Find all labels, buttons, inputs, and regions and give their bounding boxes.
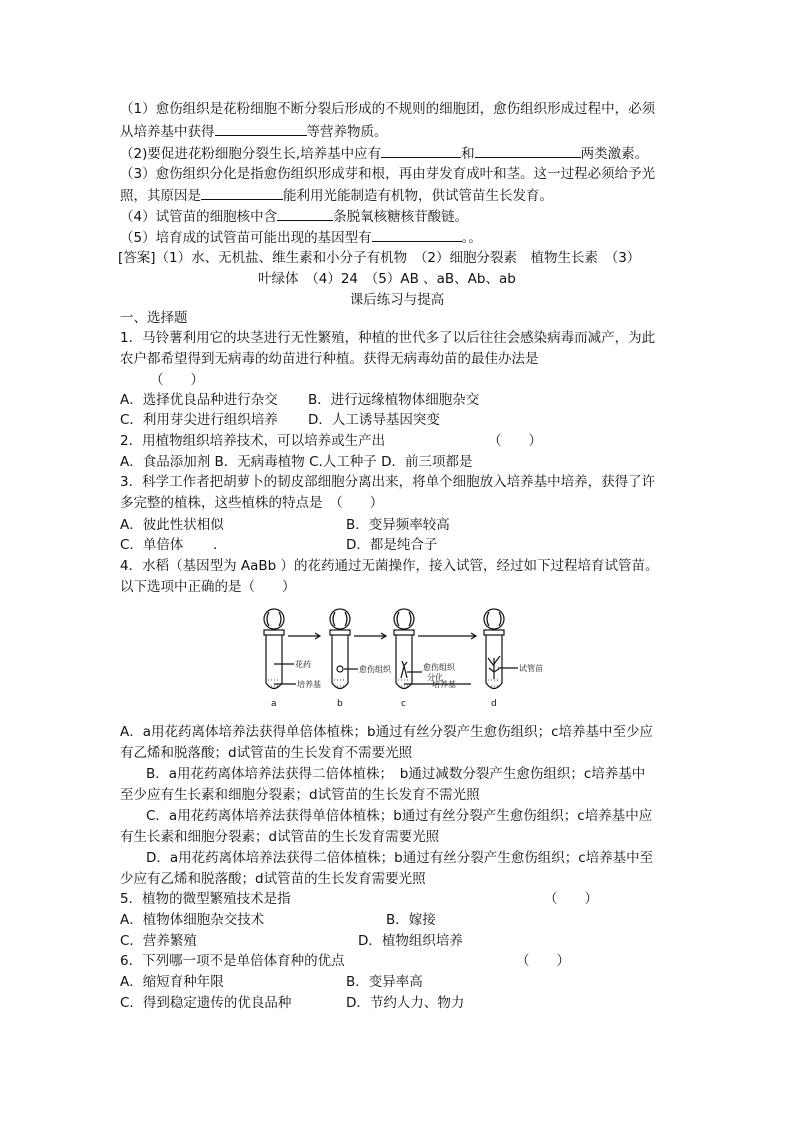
q6-option-c[interactable]: C．得到稳定遗传的优良品种 [120, 995, 292, 1011]
answer-blank[interactable] [372, 227, 462, 242]
q1-bracket: （ ） [150, 372, 204, 388]
q6-option-d[interactable]: D．节约人力、物力 [346, 995, 465, 1011]
label-b: b [337, 699, 343, 709]
q-fill-3b: 照，其原因是 能利用光能制造有机物，供试管苗生长发育。 [120, 185, 553, 206]
answer-blank[interactable] [277, 206, 333, 221]
label-medium-2: 培养基 [432, 680, 456, 689]
answer-blank[interactable] [381, 143, 461, 158]
label-d: d [491, 699, 497, 709]
q3-option-c[interactable]: C．单倍体 [120, 537, 184, 553]
q3-option-b[interactable]: B．变异频率较高 [346, 517, 450, 533]
q4-stem-2: 以下选项中正确的是（ ） [120, 579, 296, 595]
q3-stem-1: 3．科学工作者把胡萝卜的韧皮部细胞分离出来，将单个细胞放入培养基中培养，获得了许 [120, 474, 656, 490]
answer-blank[interactable] [215, 121, 307, 136]
q2-options[interactable]: A．食品添加剂 B．无病毒植物 C.人工种子 D．前三项都是 [120, 454, 473, 470]
q-fill-2: （2)要促进花粉细胞分裂生长,培养基中应有 和 两类激素。 [120, 143, 648, 164]
q2-stem: 2．用植物组织培养技术，可以培养或生产出 [120, 433, 386, 449]
answer-line-1: [答案]（1）水、无机盐、维生素和小分子有机物 （2）细胞分裂素 植物生长素 （3） [118, 250, 641, 266]
q4-option-d-2[interactable]: 少应有乙烯和脱落酸；d试管苗的生长发育需要光照 [120, 871, 426, 887]
q4-option-c-1[interactable]: C．a用花药离体培养法获得单倍体植株；b通过有丝分裂产生愈伤组织；c培养基中应 [146, 808, 653, 824]
q-fill-4: （4）试管苗的细胞核中含 条脱氧核糖核苷酸链。 [120, 206, 468, 227]
q4-option-d-1[interactable]: D．a用花药离体培养法获得二倍体植株；b通过有丝分裂产生愈伤组织；c培养基中至 [146, 850, 654, 866]
q4-option-c-2[interactable]: 有生长素和细胞分裂素；d试管苗的生长发育需要光照 [120, 829, 440, 845]
q5-option-b[interactable]: B．嫁接 [386, 912, 436, 928]
label-callus-diff-1: 愈伤组织 [423, 663, 455, 672]
q4-option-b-2[interactable]: 至少应有生长素和细胞分裂素；d试管苗的生长发育不需光照 [120, 787, 480, 803]
q5-option-d[interactable]: D．植物组织培养 [358, 933, 463, 949]
q6-stem: 6．下列哪一项不是单倍体育种的优点 [120, 953, 345, 969]
q3-stem-2: 多完整的植株，这些植株的特点是 （ ） [120, 495, 384, 511]
q3-option-a[interactable]: A．彼此性状相似 [120, 517, 224, 533]
label-callus: 愈伤组织 [359, 665, 391, 674]
q1-stem-1: 1．马铃薯利用它的块茎进行无性繁殖，种植的世代多了以后往往会感染病毒而减产，为此 [120, 330, 656, 346]
label-c: c [401, 699, 406, 709]
q5-option-c[interactable]: C．营养繁殖 [120, 933, 197, 949]
q-fill-1a: （1）愈伤组织是花粉细胞不断分裂后形成的不规则的细胞团，愈伤组织形成过程中，必须 [120, 101, 656, 117]
q-fill-5: （5）培育成的试管苗可能出现的基因型有 。。 [120, 227, 482, 248]
q5-option-a[interactable]: A．植物体细胞杂交技术 [120, 912, 265, 928]
q6-option-a[interactable]: A．缩短育种年限 [120, 974, 224, 990]
q1-option-a[interactable]: A．选择优良品种进行杂交 [120, 392, 278, 408]
answer-blank[interactable] [201, 185, 283, 200]
culture-process-figure [258, 606, 548, 712]
q4-option-a-2[interactable]: 有乙烯和脱落酸；d试管苗的生长发育不需要光照 [120, 745, 413, 761]
answer-line-2: 叶绿体 （4）24 （5）AB 、aB、Ab、ab [258, 271, 516, 287]
part-heading: 一、选择题 [120, 310, 188, 326]
q1-option-d[interactable]: D．人工诱导基因突变 [308, 412, 440, 428]
label-anther: 花药 [295, 660, 311, 669]
label-plantlet: 试管苗 [519, 664, 543, 673]
section-title: 课后练习与提高 [349, 292, 445, 308]
label-callus-diff-2: 分化 [427, 673, 443, 682]
q4-option-b-1[interactable]: B．a用花药离体培养法获得二倍体植株； b通过减数分裂产生愈伤组织；c培养基中 [146, 766, 646, 782]
q2-bracket: （ ） [488, 433, 542, 449]
stray-dot: . [213, 537, 218, 553]
q-fill-3a: （3）愈伤组织分化是指愈伤组织形成芽和根，再由芽发育成叶和茎。这一过程必须给予光 [120, 166, 656, 182]
q1-stem-2: 农户都希望得到无病毒的幼苗进行种植。获得无病毒幼苗的最佳办法是 [120, 351, 539, 367]
q5-stem: 5．植物的微型繁殖技术是指 [120, 891, 291, 907]
q6-option-b[interactable]: B．变异率高 [346, 974, 423, 990]
label-a: a [271, 699, 277, 709]
label-medium-1: 培养基 [297, 680, 321, 689]
q3-option-d[interactable]: D．都是纯合子 [346, 537, 438, 553]
q1-option-b[interactable]: B．进行远缘植物体细胞杂交 [308, 392, 480, 408]
q6-bracket: （ ） [516, 953, 570, 969]
answer-blank[interactable] [475, 143, 581, 158]
q-fill-1b: 从培养基中获得 等营养物质。 [120, 121, 388, 142]
q1-option-c[interactable]: C．利用芽尖进行组织培养 [120, 412, 278, 428]
q5-bracket: （ ） [544, 891, 598, 907]
q4-option-a-1[interactable]: A．a用花药离体培养法获得单倍体植株；b通过有丝分裂产生愈伤组织；c培养基中至少应 [120, 724, 653, 740]
q4-stem-1: 4．水稻（基因型为 AaBb ）的花药通过无菌操作，接入试管，经过如下过程培育试管苗。 [120, 558, 659, 574]
